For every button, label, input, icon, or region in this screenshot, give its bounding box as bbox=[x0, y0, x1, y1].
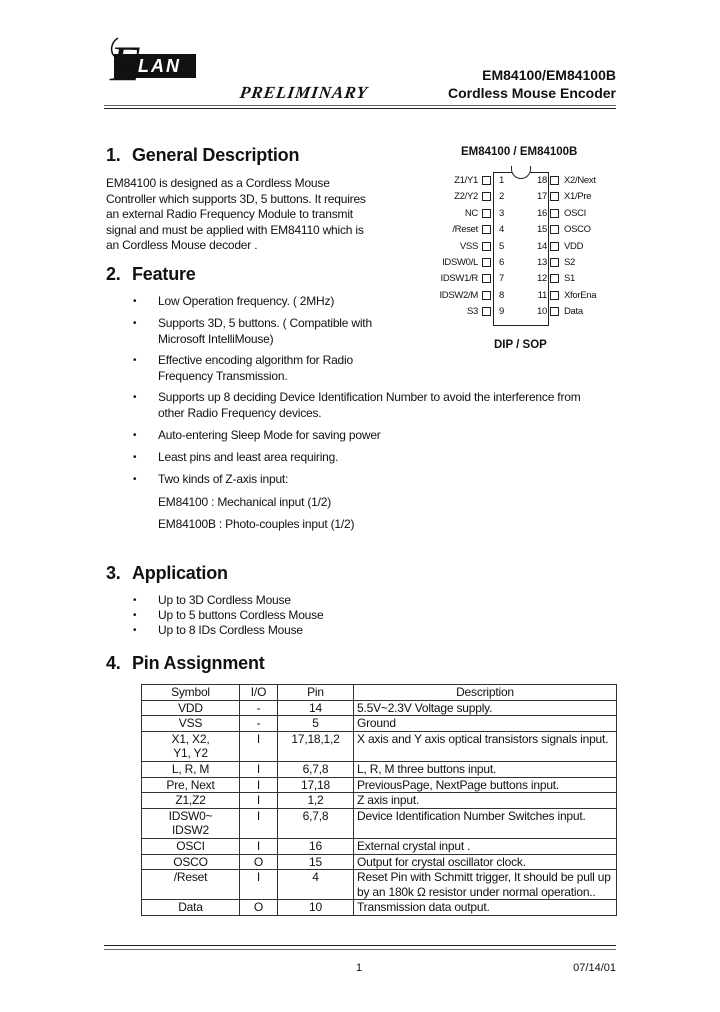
pin-number: 11 bbox=[537, 289, 547, 301]
cell-line: External crystal input . bbox=[357, 838, 471, 853]
cell-line: 15 bbox=[309, 854, 322, 869]
pin-name: Data bbox=[564, 306, 583, 318]
pin-number: 7 bbox=[499, 273, 504, 285]
pin-pad bbox=[550, 192, 559, 201]
pin-number: 13 bbox=[537, 257, 547, 268]
section-heading-feature: 2. Feature bbox=[106, 264, 196, 284]
cell-line: IDSW0~ bbox=[168, 808, 213, 823]
cell-line: VDD bbox=[178, 700, 203, 715]
cell-pin bbox=[278, 838, 354, 854]
pin-name: S1 bbox=[564, 273, 576, 285]
pin-name: X2/Next bbox=[564, 175, 596, 186]
table-row bbox=[142, 838, 617, 854]
cell-line: I bbox=[256, 793, 261, 808]
cell-symbol bbox=[142, 870, 240, 900]
cell-io bbox=[240, 808, 278, 838]
package-label: DIP / SOP bbox=[494, 339, 547, 351]
application-bullet: • Up to 8 IDs Cordless Mouse bbox=[133, 623, 303, 637]
pin-number: 4 bbox=[499, 224, 504, 236]
feature-bullet: • Two kinds of Z-axis input: bbox=[133, 472, 289, 486]
pin-number: 8 bbox=[499, 289, 504, 301]
cell-line: Data bbox=[178, 900, 203, 915]
pin-pad bbox=[482, 274, 491, 283]
cell-desc bbox=[354, 808, 617, 838]
table-row bbox=[142, 793, 617, 809]
pin-name: Z1/Y1 bbox=[454, 175, 478, 186]
pin-pad bbox=[482, 291, 491, 300]
pin-pad bbox=[550, 176, 559, 185]
column-header: Description bbox=[354, 685, 617, 701]
cell-symbol bbox=[142, 808, 240, 838]
pin-pad bbox=[482, 209, 491, 218]
text-line: an Cordless Mouse decoder . bbox=[106, 238, 258, 252]
pin-pad bbox=[482, 225, 491, 234]
cell-pin bbox=[278, 808, 354, 838]
pin-name: VSS bbox=[459, 240, 478, 252]
footer-rule bbox=[104, 945, 616, 946]
cell-pin bbox=[278, 870, 354, 900]
cell-line: Y1, Y2 bbox=[173, 746, 208, 761]
section-heading-application: 3. Application bbox=[106, 563, 228, 583]
text-line: EM84100 is designed as a Cordless Mouse bbox=[106, 176, 330, 190]
pin-pad bbox=[550, 291, 559, 300]
cell-line: 10 bbox=[309, 900, 322, 915]
cell-io bbox=[240, 854, 278, 870]
cell-line: - bbox=[256, 700, 261, 715]
table-row bbox=[142, 700, 617, 716]
pin-number: 9 bbox=[499, 306, 504, 318]
header-rule-thin bbox=[104, 105, 616, 106]
cell-desc bbox=[354, 761, 617, 777]
svg-text:E: E bbox=[110, 35, 141, 88]
column-header: Symbol bbox=[142, 685, 240, 701]
cell-line: OSCI bbox=[176, 838, 205, 853]
pin-number: 14 bbox=[537, 240, 547, 252]
column-header: I/O bbox=[240, 685, 278, 701]
cell-line: I bbox=[256, 838, 261, 853]
cell-desc bbox=[354, 777, 617, 793]
pin-number: 2 bbox=[499, 191, 504, 203]
cell-pin bbox=[278, 716, 354, 732]
pin-pad bbox=[482, 176, 491, 185]
pin-pad bbox=[550, 242, 559, 251]
cell-line: by an 180k Ω resistor under normal operation.. bbox=[357, 884, 596, 899]
cell-line: 4 bbox=[312, 870, 319, 885]
cell-pin bbox=[278, 731, 354, 761]
cell-pin bbox=[278, 761, 354, 777]
cell-line: PreviousPage, NextPage buttons input. bbox=[357, 777, 560, 792]
z-axis-option: EM84100 : Mechanical input (1/2) bbox=[158, 495, 332, 509]
cell-line: L, R, M three buttons input. bbox=[357, 761, 497, 776]
table-row bbox=[142, 808, 617, 838]
feature-bullet: • Auto-entering Sleep Mode for saving power bbox=[133, 428, 381, 442]
cell-io bbox=[240, 700, 278, 716]
pin-name: VDD bbox=[564, 240, 584, 252]
table-row bbox=[142, 731, 617, 761]
cell-line: Device Identification Number Switches input. bbox=[357, 808, 586, 823]
table-row bbox=[142, 870, 617, 900]
pin-number: 12 bbox=[537, 273, 547, 285]
cell-line: Reset Pin with Schmitt trigger, It should be pull up bbox=[357, 870, 611, 885]
cell-line: I bbox=[256, 731, 261, 746]
pin-number: 6 bbox=[499, 257, 504, 268]
cell-symbol bbox=[142, 854, 240, 870]
cell-io bbox=[240, 793, 278, 809]
pin-pad bbox=[482, 192, 491, 201]
cell-symbol bbox=[142, 761, 240, 777]
pin-number: 1 bbox=[499, 175, 504, 186]
cell-desc bbox=[354, 838, 617, 854]
cell-line: 1,2 bbox=[307, 793, 324, 808]
cell-line: Z1,Z2 bbox=[175, 793, 206, 808]
cell-io bbox=[240, 777, 278, 793]
z-axis-option: EM84100B : Photo-couples input (1/2) bbox=[158, 517, 355, 531]
cell-line: Z axis input. bbox=[357, 793, 420, 808]
section-heading-pin-assignment: 4. Pin Assignment bbox=[106, 653, 265, 673]
pin-name: Z2/Y2 bbox=[454, 191, 478, 203]
cell-pin bbox=[278, 900, 354, 916]
cell-line: 6,7,8 bbox=[302, 808, 329, 823]
section-heading-general: 1. General Description bbox=[106, 145, 300, 165]
cell-desc bbox=[354, 854, 617, 870]
pin-name: X1/Pre bbox=[564, 191, 592, 203]
general-description bbox=[106, 176, 406, 254]
pin-pad bbox=[482, 307, 491, 316]
cell-pin bbox=[278, 777, 354, 793]
table-body bbox=[142, 700, 617, 915]
text-line: signal and must be applied with EM84110 which is bbox=[106, 222, 364, 237]
cell-desc bbox=[354, 900, 617, 916]
pin-name: IDSW1/R bbox=[440, 273, 478, 285]
column-header: Pin bbox=[278, 685, 354, 701]
document-date: 07/14/01 bbox=[573, 962, 616, 974]
pin-pad bbox=[482, 242, 491, 251]
cell-line: - bbox=[256, 716, 261, 731]
cell-desc bbox=[354, 870, 617, 900]
pin-number: 3 bbox=[499, 207, 504, 219]
pin-name: IDSW0/L bbox=[442, 257, 478, 268]
cell-line: X1, X2, bbox=[171, 731, 210, 746]
cell-symbol bbox=[142, 716, 240, 732]
cell-line: 16 bbox=[309, 838, 322, 853]
cell-pin bbox=[278, 793, 354, 809]
feature-bullet: • Supports 3D, 5 buttons. ( Compatible with Microsoft IntelliMouse) bbox=[133, 316, 372, 346]
cell-line: 5.5V~2.3V Voltage supply. bbox=[357, 700, 493, 715]
pin-pad bbox=[550, 225, 559, 234]
cell-line: O bbox=[253, 854, 264, 869]
product-name: Cordless Mouse Encoder bbox=[447, 85, 616, 101]
svg-text:LAN: LAN bbox=[138, 56, 181, 76]
cell-io bbox=[240, 716, 278, 732]
cell-line: O bbox=[253, 900, 264, 915]
pin-number: 17 bbox=[537, 191, 547, 203]
pin-name: S2 bbox=[564, 257, 576, 268]
cell-symbol bbox=[142, 900, 240, 916]
cell-io bbox=[240, 900, 278, 916]
cell-line: OSCO bbox=[173, 854, 208, 869]
cell-line: 17,18,1,2 bbox=[291, 731, 340, 746]
pin-pad bbox=[482, 258, 491, 267]
pin-name: IDSW2/M bbox=[439, 289, 478, 301]
pin-name: OSCO bbox=[564, 224, 591, 236]
footer-rule-thin bbox=[104, 949, 616, 950]
pin-number: 5 bbox=[499, 240, 504, 252]
feature-bullet: • Supports up 8 deciding Device Identification Number to avoid the interference from other Radio Frequency devices. bbox=[133, 390, 581, 420]
cell-line: L, R, M bbox=[171, 761, 210, 776]
pin-number: 10 bbox=[537, 306, 547, 318]
feature-bullet: • Least pins and least area requiring. bbox=[133, 450, 339, 464]
cell-line: 5 bbox=[312, 716, 319, 731]
pin-name: NC bbox=[464, 207, 478, 219]
cell-pin bbox=[278, 854, 354, 870]
cell-symbol bbox=[142, 700, 240, 716]
cell-io bbox=[240, 761, 278, 777]
table-row bbox=[142, 716, 617, 732]
cell-io bbox=[240, 731, 278, 761]
cell-line: Transmission data output. bbox=[357, 900, 490, 915]
feature-bullet: • Low Operation frequency. ( 2MHz) bbox=[133, 294, 335, 308]
cell-desc bbox=[354, 700, 617, 716]
pin-diagram-title: EM84100 / EM84100B bbox=[461, 146, 578, 158]
cell-symbol bbox=[142, 838, 240, 854]
part-number: EM84100/EM84100B bbox=[482, 67, 616, 83]
page-number: 1 bbox=[356, 962, 363, 974]
cell-desc bbox=[354, 793, 617, 809]
header-title-block bbox=[448, 66, 616, 102]
preliminary-stamp: PRELIMINARY bbox=[238, 83, 370, 102]
cell-line: /Reset bbox=[173, 870, 208, 885]
cell-line: IDSW2 bbox=[171, 823, 209, 838]
application-bullet: • Up to 3D Cordless Mouse bbox=[133, 593, 291, 607]
pin-pad bbox=[550, 209, 559, 218]
cell-line: 6,7,8 bbox=[302, 761, 329, 776]
cell-line: X axis and Y axis optical transistors signals input. bbox=[357, 731, 609, 746]
table-row bbox=[142, 900, 617, 916]
cell-desc bbox=[354, 716, 617, 732]
pin-number: 15 bbox=[537, 224, 547, 236]
cell-line: Pre, Next bbox=[166, 777, 215, 792]
cell-line: 14 bbox=[309, 700, 322, 715]
cell-line: Ground bbox=[357, 716, 396, 731]
cell-line: Output for crystal oscillator clock. bbox=[357, 854, 526, 869]
pin-pad bbox=[550, 258, 559, 267]
cell-symbol bbox=[142, 777, 240, 793]
cell-symbol bbox=[142, 793, 240, 809]
cell-io bbox=[240, 838, 278, 854]
cell-line: I bbox=[256, 870, 261, 885]
text-line: an external Radio Frequency Module to transmit bbox=[106, 207, 353, 221]
table-header-row bbox=[142, 685, 617, 701]
pin-pad bbox=[550, 274, 559, 283]
cell-line: 17,18 bbox=[300, 777, 331, 792]
pin-name: S3 bbox=[466, 306, 478, 318]
feature-bullet: • Effective encoding algorithm for Radio Frequency Transmission. bbox=[133, 353, 353, 383]
pin-number: 16 bbox=[537, 207, 547, 219]
pin-pad bbox=[550, 307, 559, 316]
pin-name: XforEna bbox=[564, 289, 597, 301]
pin-number: 18 bbox=[537, 175, 547, 186]
cell-pin bbox=[278, 700, 354, 716]
cell-line: I bbox=[256, 761, 261, 776]
cell-desc bbox=[354, 731, 617, 761]
pin-assignment-table bbox=[141, 684, 617, 916]
cell-line: VSS bbox=[178, 716, 203, 731]
header-rule bbox=[104, 108, 616, 109]
pin-name: OSCI bbox=[564, 207, 587, 219]
cell-line: I bbox=[256, 808, 261, 823]
pin-name: /Reset bbox=[452, 224, 478, 236]
cell-symbol bbox=[142, 731, 240, 761]
text-line: Controller which supports 3D, 5 buttons. It requires bbox=[106, 191, 366, 206]
application-bullet: • Up to 5 buttons Cordless Mouse bbox=[133, 608, 324, 622]
table-row bbox=[142, 777, 617, 793]
cell-io bbox=[240, 870, 278, 900]
table-row bbox=[142, 854, 617, 870]
cell-line: I bbox=[256, 777, 261, 792]
elan-logo bbox=[102, 30, 198, 88]
table-row bbox=[142, 761, 617, 777]
